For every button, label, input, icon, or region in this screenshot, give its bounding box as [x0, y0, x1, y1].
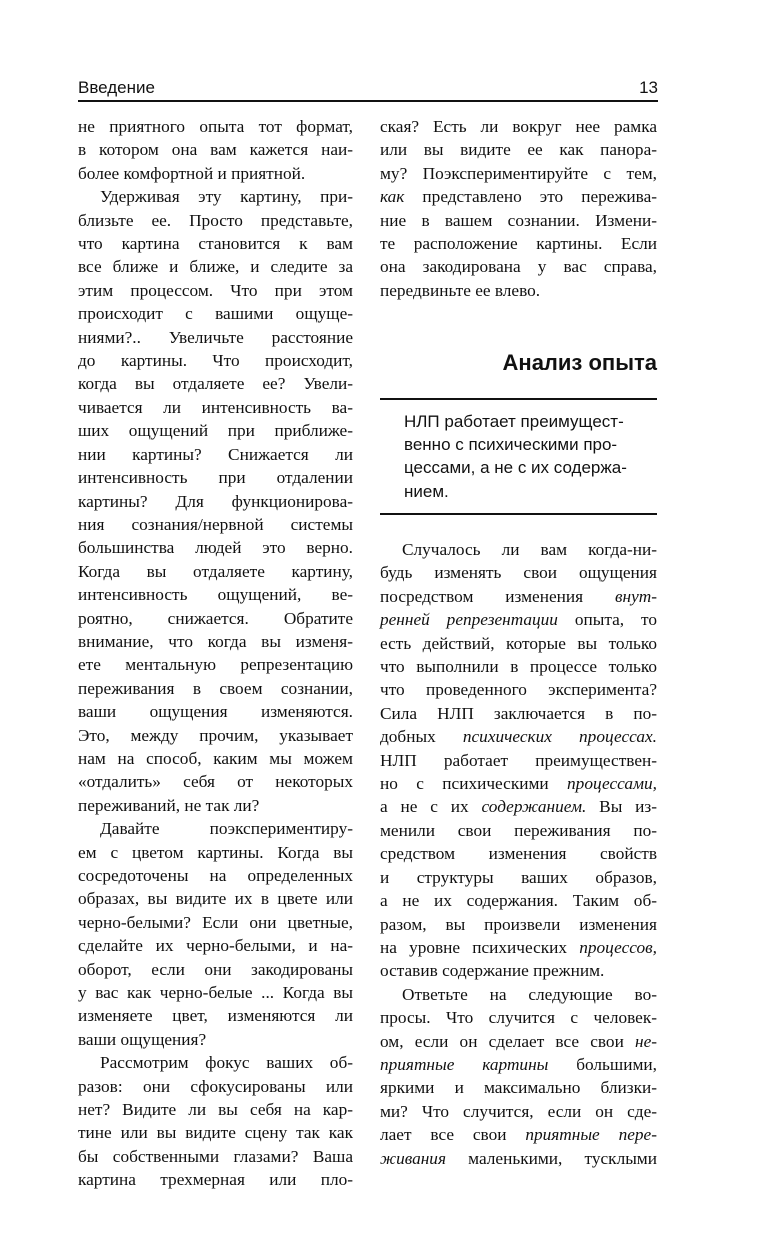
- text-line: в котором она вам кажется наи-: [78, 140, 353, 160]
- text-line: ния сознания/нервной системы: [78, 514, 353, 534]
- text-line: все ближе и ближе, и следите за: [78, 257, 353, 277]
- text-line: и структуры ваших образов,: [380, 867, 657, 887]
- text-line: НЛП работает преимуществен-: [380, 750, 657, 770]
- page-number: 13: [639, 78, 658, 97]
- callout-line: нием.: [404, 481, 449, 501]
- left-paragraph-4: [78, 1051, 353, 1191]
- text-line: интенсивность ощущений, ве-: [78, 585, 353, 605]
- text-line: ших ощущений при приближе-: [78, 421, 353, 441]
- emphasis: психических процессах.: [462, 727, 657, 747]
- emphasis: не-: [635, 1031, 657, 1051]
- text-line: Удерживая эту картину, при-: [100, 187, 353, 207]
- right-column-top: [380, 115, 657, 302]
- callout-line: цессами, а не с их содержа-: [404, 458, 627, 478]
- text-line: чивается ли интенсивность ва-: [78, 397, 353, 417]
- text-line: сделайте их черно-белыми, и на-: [78, 936, 353, 956]
- text-run: опыта, то: [557, 610, 657, 630]
- text-line: она закодирована у вас справа,: [380, 257, 657, 277]
- text-line: [380, 725, 657, 748]
- text-line: не приятного опыта тот формат,: [78, 117, 353, 136]
- text-run: посредством изменения: [380, 586, 616, 606]
- callout-line: венно с психическими про-: [404, 435, 618, 455]
- text-line: ми? Что случится, если он сде-: [380, 1101, 657, 1121]
- text-line: черно-белыми? Если они цветные,: [78, 912, 353, 932]
- text-line: те расположение картины. Если: [380, 234, 657, 254]
- text-line: Это, между прочим, указывает: [78, 725, 353, 745]
- text-line: этим процессом. Что при этом: [78, 280, 353, 300]
- text-run: но с психическими: [380, 774, 568, 794]
- text-run: на уровне психических: [380, 937, 580, 957]
- text-line: ниями?.. Увеличьте расстояние: [78, 327, 353, 347]
- emphasis: приятные пере-: [525, 1125, 657, 1145]
- emphasis: содержанием.: [481, 797, 587, 817]
- text-run: Вы из-: [586, 797, 657, 817]
- text-line: [380, 608, 657, 631]
- text-line: средством изменения свойств: [380, 844, 657, 864]
- text-line: что картина становится к вам: [78, 234, 353, 254]
- text-line: картины? Для функционирова-: [78, 491, 353, 511]
- emphasis: внут-: [615, 586, 657, 606]
- text-line: происходит с вашими ощуще-: [78, 304, 353, 324]
- text-run: большими,: [548, 1054, 657, 1074]
- text-line: ем с цветом картины. Когда вы: [78, 842, 353, 862]
- emphasis: как: [380, 187, 405, 207]
- text-line: Рассмотрим фокус ваших об-: [100, 1053, 353, 1073]
- text-line: близьте ее. Просто представьте,: [78, 210, 353, 230]
- text-line: [380, 795, 657, 818]
- text-line: [380, 772, 657, 795]
- text-line: оборот, если они закодированы: [78, 959, 353, 979]
- text-line: сосредоточены на определенных: [78, 866, 353, 885]
- text-line: или вы видите ее как панора-: [380, 140, 657, 160]
- callout-bottom-rule: [380, 513, 657, 515]
- text-line: ете ментальную репрезентацию: [78, 655, 353, 675]
- text-line: Когда вы отдаляете картину,: [78, 561, 353, 581]
- text-line: Случалось ли вам когда-ни-: [402, 540, 657, 559]
- section-heading: Анализ опыта: [502, 350, 657, 375]
- text-line: Ответьте на следующие во-: [402, 984, 657, 1004]
- header-rule: [78, 100, 658, 102]
- text-line: Давайте поэкспериментиру-: [100, 819, 353, 839]
- text-run: а не с их: [380, 797, 482, 817]
- text-line: разом, вы произвели изменения: [380, 914, 657, 934]
- text-run: ом, если он сделает все свои: [380, 1031, 635, 1051]
- chapter-title: Введение: [78, 78, 155, 97]
- text-line: [380, 1123, 657, 1146]
- text-line: менили свои переживания по-: [380, 820, 657, 840]
- text-line: [380, 185, 657, 208]
- emphasis: живания: [380, 1148, 446, 1168]
- text-line: яркими и максимально близки-: [380, 1078, 657, 1098]
- text-run: добных: [380, 727, 463, 747]
- text-line: передвиньте ее влево.: [380, 280, 541, 300]
- text-line: переживаний, не так ли?: [78, 795, 260, 815]
- text-run: маленькими, тусклыми: [446, 1148, 657, 1168]
- text-line: [380, 1053, 657, 1076]
- text-line: роятно, снижается. Обратите: [78, 608, 353, 628]
- text-run: лает все свои: [380, 1125, 526, 1145]
- running-head: [78, 76, 658, 102]
- emphasis: процессами,: [567, 774, 657, 794]
- emphasis: приятные картины: [380, 1054, 549, 1074]
- text-line: бы собственными глазами? Ваша: [78, 1146, 353, 1166]
- left-paragraph-1: [78, 115, 353, 185]
- text-line: внимание, что когда вы изменя-: [78, 631, 353, 651]
- text-line: [380, 585, 657, 608]
- text-line: когда вы отдаляете ее? Увели-: [78, 374, 353, 394]
- text-line: нии картины? Снижается ли: [78, 444, 353, 464]
- callout-top-rule: [380, 398, 657, 400]
- text-line: ваши ощущения?: [78, 1029, 207, 1049]
- text-line: тине или вы видите сцену так как: [78, 1123, 353, 1143]
- text-line: картина трехмерная или пло-: [78, 1170, 353, 1190]
- text-line: образах, вы видите их в цвете или: [78, 889, 353, 909]
- text-line: интенсивность при отдалении: [78, 468, 353, 488]
- text-line: более комфортной и приятной.: [78, 163, 306, 183]
- text-line: разов: они сфокусированы или: [78, 1076, 353, 1096]
- text-line: просы. Что случится с человек-: [380, 1008, 657, 1028]
- callout-line: НЛП работает преимущест-: [404, 412, 624, 431]
- text-line: большинства людей это верно.: [78, 538, 353, 558]
- text-line: нет? Видите ли вы себя на кар-: [78, 1100, 353, 1120]
- text-line: му? Поэкспериментируйте с тем,: [380, 163, 657, 183]
- text-run: представлено это пережива-: [404, 187, 657, 207]
- text-line: переживания в своем сознании,: [78, 678, 353, 698]
- text-line: Сила НЛП заключается в по-: [380, 703, 657, 723]
- emphasis: ренней репрезентации: [380, 610, 558, 630]
- text-line: «отдалить» себя от некоторых: [78, 772, 353, 792]
- text-line: ваши ощущения изменяются.: [78, 702, 353, 722]
- left-column: [78, 115, 353, 1192]
- text-line: ние в вашем сознании. Измени-: [380, 210, 657, 230]
- callout-box: [404, 410, 654, 503]
- text-line: [380, 1030, 657, 1053]
- text-line: изменяете цвет, изменяются ли: [78, 1006, 353, 1026]
- text-line: есть действий, которые вы только: [380, 633, 657, 653]
- text-line: будь изменять свои ощущения: [380, 563, 657, 583]
- emphasis: процессов,: [579, 937, 657, 957]
- text-line: ская? Есть ли вокруг нее рамка: [380, 117, 657, 136]
- left-paragraph-3: [78, 817, 353, 1051]
- text-line: нам на способ, каким мы можем: [78, 748, 353, 768]
- text-line: что проведенного эксперимента?: [380, 680, 657, 700]
- text-line: [380, 1147, 657, 1170]
- text-line: [380, 936, 657, 959]
- text-line: у вас как черно-белые ... Когда вы: [78, 983, 353, 1003]
- text-line: а не их содержания. Таким об-: [380, 891, 657, 911]
- text-line: до картины. Что происходит,: [78, 351, 353, 371]
- right-column-bottom: [380, 538, 657, 1170]
- text-line: оставив содержание прежним.: [380, 961, 605, 981]
- left-paragraph-2: [78, 185, 353, 817]
- text-line: что выполнили в процессе только: [380, 657, 657, 677]
